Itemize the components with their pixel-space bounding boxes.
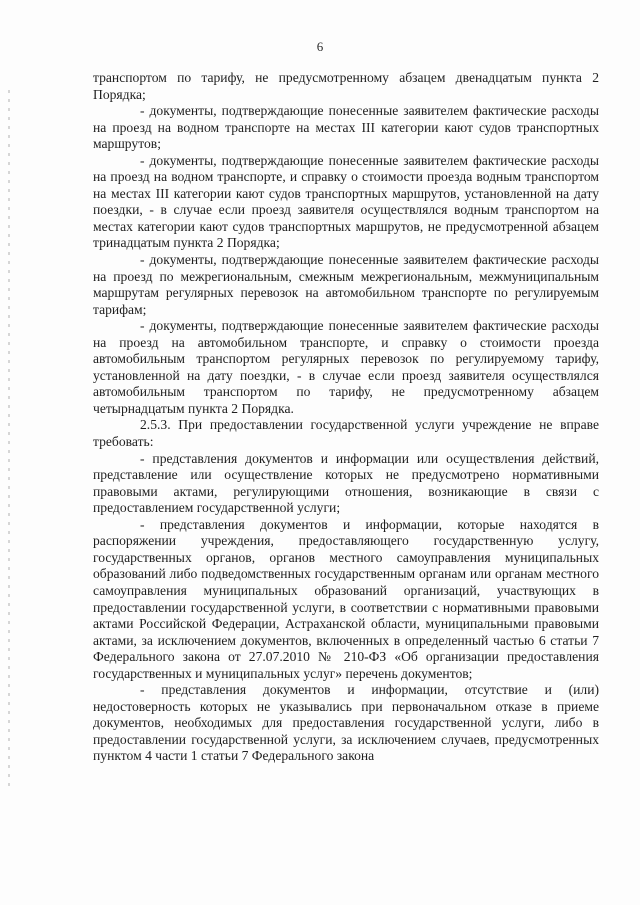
paragraph-prohibited-requirement-1: - представления документов и информации или осуществления действий, представление или осуществление которых не предусмотрено нормативными правовыми актами, регулирующими отношения, возникающие в связи с предоставлением государственной услуги; xyxy=(93,450,599,516)
scan-edge-marks xyxy=(8,90,10,790)
paragraph-prohibited-requirement-3: - представления документов и информации, отсутствие и (или) недостоверность которых не указывались при первоначальном отказе в приеме документов, необходимых для предоставления государственной услуги, либо в предоставлении государственной услуги, за исключением случаев, предусмотренных пунктом 4 части 1 статьи 7 Федерального закона xyxy=(93,682,599,764)
paragraph-2-5-3: 2.5.3. При предоставлении государственной услуги учреждение не вправе требовать: xyxy=(93,417,599,450)
paragraph-water-transport-documents: - документы, подтверждающие понесенные заявителем фактические расходы на проезд на водном транспорте на местах III категории кают судов транспортных маршрутов; xyxy=(93,103,599,152)
paragraph-road-transport-documents: - документы, подтверждающие понесенные заявителем фактические расходы на проезд по межрегиональным, смежным межрегиональным, межмуниципальным маршрутам регулярных перевозок на автомобильном транспорте по регулируемым тарифам; xyxy=(93,252,599,317)
paragraph-water-transport-certificate: - документы, подтверждающие понесенные заявителем фактические расходы на проезд на водном транспорте, и справку о стоимости проезда водным транспортом на местах III категории кают судов транспортных маршрутов, установленной на дату поездки, - в случае если проезд заявителя осуществлялся водным транспортом на местах категории кают судов транспортных маршрутов, не предусмотренной абзацем тринадцатым пункта 2 Порядка; xyxy=(93,152,599,251)
paragraph-continuation: транспортом по тарифу, не предусмотренному абзацем двенадцатым пункта 2 Порядка; xyxy=(93,70,599,102)
paragraph-road-transport-certificate: - документы, подтверждающие понесенные заявителем фактические расходы на проезд на автомобильном транспорте, и справку о стоимости проезда автомобильным транспортом регулярных перевозок по регулируемому тарифу, установленной на дату поездки, - в случае если проезд заявителя осуществлялся автомобильным транспортом по тарифу, не предусмотренному абзацем четырнадцатым пункта 2 Порядка. xyxy=(93,318,599,416)
document-body xyxy=(93,70,599,765)
page-number: 6 xyxy=(316,39,324,54)
paragraph-prohibited-requirement-2: - представления документов и информации, которые находятся в распоряжении учреждения, предоставляющего государственную услугу, государственных органов, органов местного самоуправления муниципальных образований либо подведомственных государственным органам или органам местного самоуправления муниципальных образований организаций, участвующих в предоставлении государственной услуги, в соответствии с нормативными правовыми актами Российской Федерации, Астраханской области, муниципальными правовыми актами, за исключением документов, включенных в определенный частью 6 статьи 7 Федерального закона от 27.07.2010 № 210-ФЗ «Об организации предоставления государственных и муниципальных услуг» перечень документов; xyxy=(93,516,599,681)
